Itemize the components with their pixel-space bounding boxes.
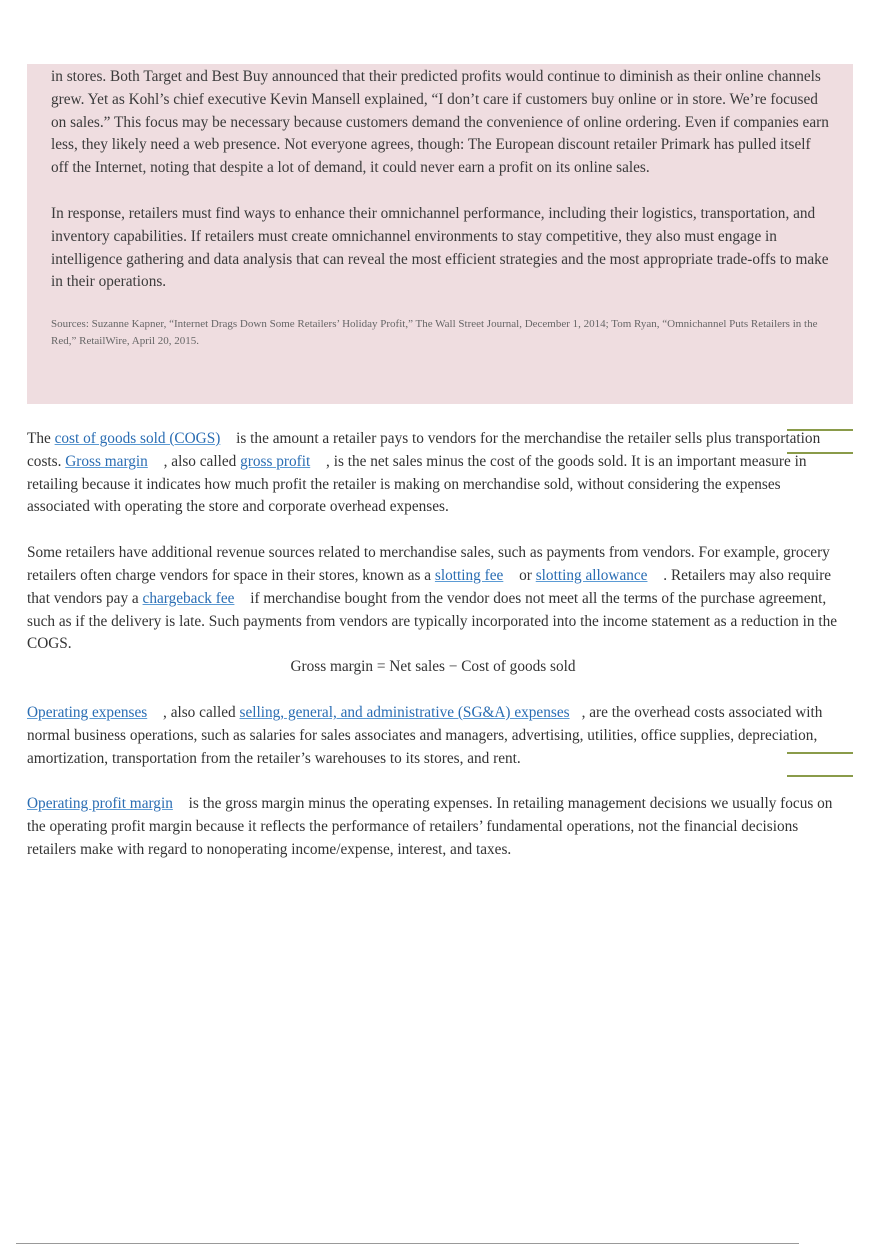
paragraph-revenue: Some retailers have additional revenue sources related to merchandise sales, such as payments from vendors. For example, grocery retailers often charge vendors for space in their stores, known as a slotting fee or slotting allowance . Retailers may also require that vendors pay a chargeback fee if merchandise bought from the vendor does not meet all the terms of the purchase agreement, such as if the delivery is late. Such payments from vendors are typically incorporated into the income statement as a reduction in the COGS.: [27, 544, 838, 653]
term-link-slotting-fee[interactable]: slotting fee: [434, 566, 504, 584]
term-link-gross-margin[interactable]: Gross margin: [65, 452, 148, 470]
term-link-sga-expenses[interactable]: selling, general, and administrative (SG&A) expenses: [239, 703, 570, 721]
sidebar-box: [27, 64, 853, 404]
body-text: [27, 428, 839, 862]
paragraph-operating-expenses: Operating expenses , also called selling, general, and administrative (SG&A) expenses , are the overhead costs associated with normal business operations, such as salaries for sales associates and managers, advertising, utilities, office supplies, depreciation, amortization, transportation from the retailer’s warehouses to its stores, and rent.: [27, 703, 823, 767]
paragraph-operating-profit-margin: Operating profit margin is the gross margin minus the operating expenses. In retailing management decisions we usually focus on the operating profit margin because it reflects the performance of retailers’ fundamental operations, not the financial decisions retailers make with regard to nonoperating income/expense, interest, and taxes.: [27, 795, 833, 858]
term-link-operating-profit-margin[interactable]: Operating profit margin: [27, 795, 173, 813]
sidebar-paragraph: in stores. Both Target and Best Buy announced that their predicted profits would continue to diminish as their online channels grew. Yet as Kohl’s chief executive Kevin Mansell explained, “I don’t care if customers buy online or in store. We’re focused on sales.” This focus may be necessary because customers demand the convenience of online ordering. Even if companies earn less, they likely need a web presence. Not everyone agrees, though: The European discount retailer Primark has pulled itself off the Internet, noting that despite a lot of demand, it could never earn a profit on its online sales.: [51, 68, 829, 177]
term-link-gross-profit[interactable]: gross profit: [240, 452, 311, 470]
term-link-cogs[interactable]: cost of goods sold (COGS): [54, 430, 221, 447]
paragraph-cogs: The cost of goods sold (COGS) is the amount a retailer pays to vendors for the merchandise the retailer sells plus transportation costs. Gross margin , also called gross profit , is the net sales minus the cost of the goods sold. It is an important measure in retailing because it indicates how much profit the retailer is making on merchandise sold, without considering the expenses associated with operating the store and corporate overhead expenses.: [27, 430, 821, 516]
gross-margin-formula: Gross margin = Net sales − Cost of goods sold: [290, 658, 576, 676]
footer-divider: [16, 1243, 799, 1244]
sidebar-paragraph: In response, retailers must find ways to enhance their omnichannel performance, including their logistics, transportation, and inventory capabilities. If retailers must create omnichannel environments to stay competitive, they also must engage in intelligence gathering and data analysis that can reveal the most efficient strategies and the most appropriate trade-offs to make in their operations.: [51, 204, 829, 291]
term-link-operating-expenses[interactable]: Operating expenses: [27, 703, 148, 721]
term-link-slotting-allowance[interactable]: slotting allowance: [535, 566, 648, 584]
sidebar-sources: Sources: Suzanne Kapner, “Internet Drags Down Some Retailers’ Holiday Profit,” The Wall Street Journal, December 1, 2014; Tom Ryan, “Omnichannel Puts Retailers in the Red,” RetailWire, April 20, 2015.: [51, 318, 818, 347]
term-link-chargeback-fee[interactable]: chargeback fee: [142, 589, 235, 607]
